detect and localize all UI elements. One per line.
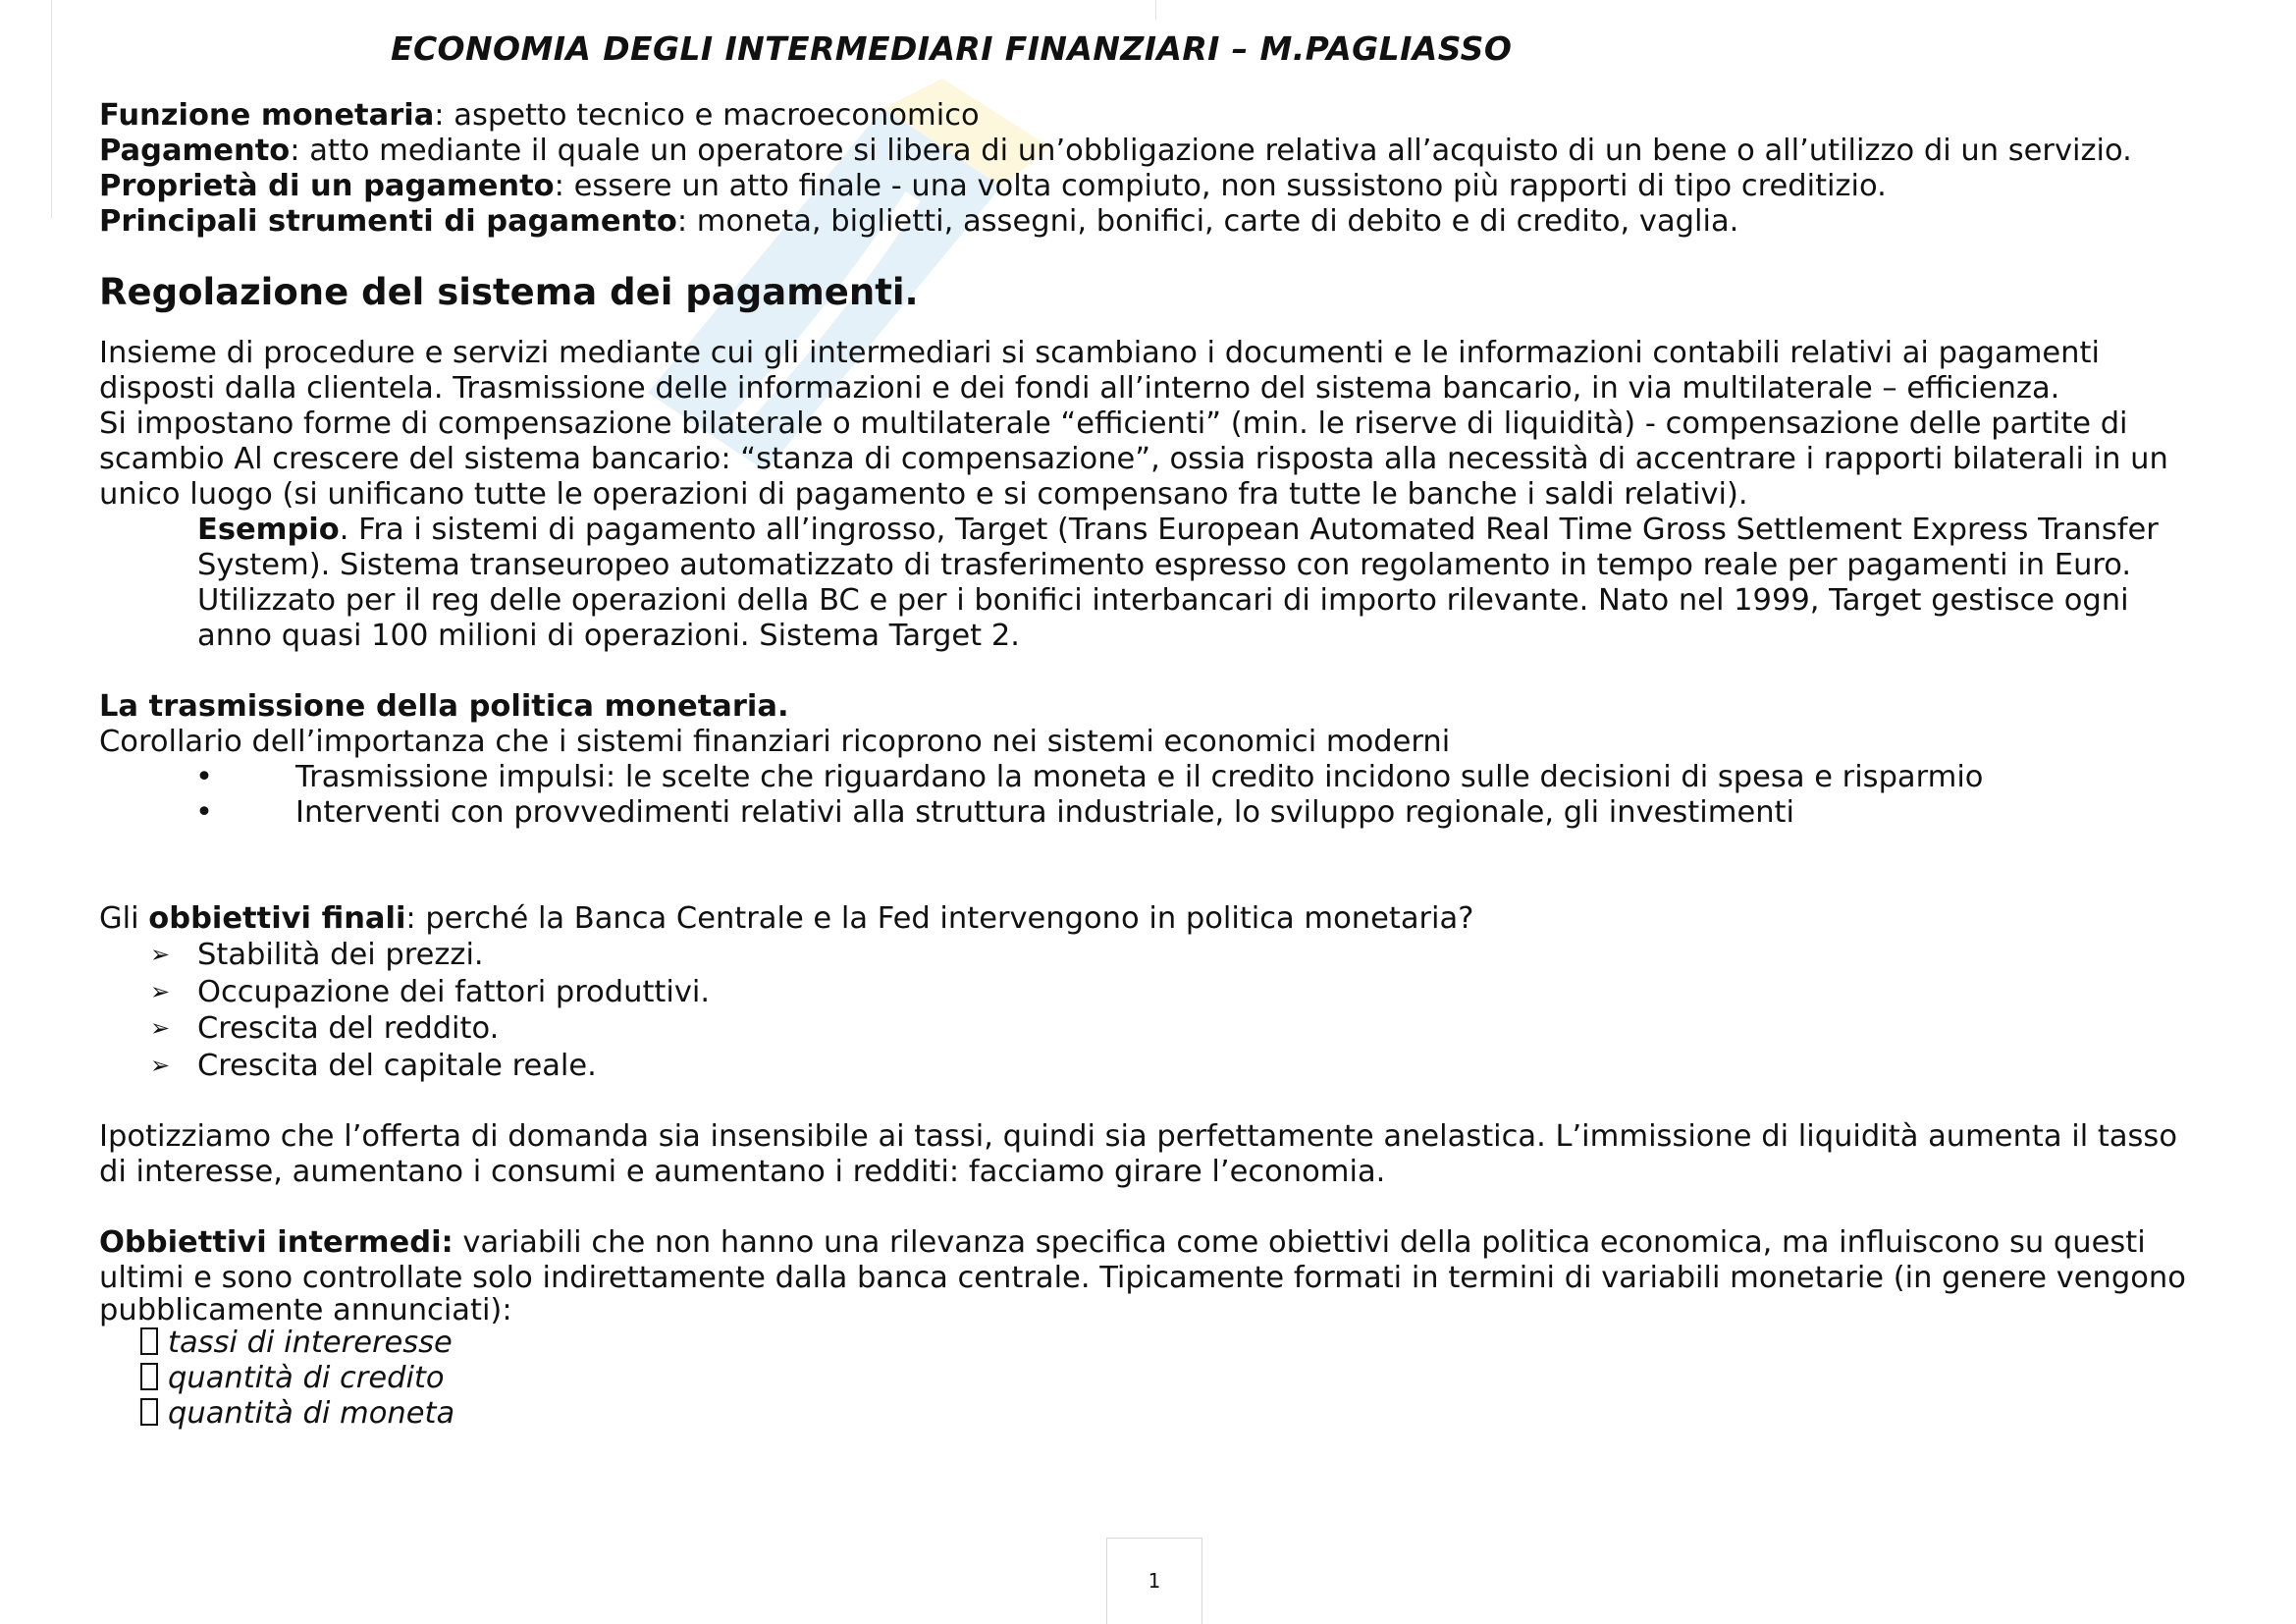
definition-line (99, 134, 2210, 169)
bold-term: Obbiettivi intermedi: (99, 1225, 454, 1260)
definition-text: : essere un atto finale - una volta compiuto, non sussistono più rapporti di tipo creditizio. (554, 169, 1887, 203)
example-line: System). Sistema transeuropeo automatizzato di trasferimento espresso con regolamento in tempo reale per pagamenti in Euro. (197, 548, 2132, 582)
definition-term: Funzione monetaria (99, 98, 435, 133)
arrow-bullet-icon: ➢ (150, 1051, 171, 1079)
paragraph-line: Corollario dell’importanza che i sistemi finanziari ricoprono nei sistemi economici moderni (99, 725, 1451, 759)
paragraph-line: Si impostano forme di compensazione bilaterale o multilaterale “efficienti” (min. le riserve di liquidità) - compensazione delle partite di (99, 406, 2128, 441)
paragraph-line: unico luogo (si unificano tutte le operazioni di pagamento e si compensano fra tutte le banche i saldi relativi). (99, 477, 1748, 512)
definition-line (99, 98, 2210, 134)
example-line: anno quasi 100 milioni di operazioni. Sistema Target 2. (197, 619, 1020, 653)
definition-text: : atto mediante il quale un operatore si libera di un’obbligazione relativa all’acquisto di un bene o all’utilizzo di un servizio. (290, 134, 2132, 168)
definition-line (99, 169, 2210, 204)
section-heading-text: La trasmissione della politica monetaria. (99, 689, 789, 724)
list-item (99, 974, 2210, 1011)
example-line: Utilizzato per il reg delle operazioni della BC e per i bonifici interbancari di importo rilevante. Nato nel 1999, Target gestisce ogni (197, 583, 2129, 618)
paragraph-line: Insieme di procedure e servizi mediante cui gli intermediari si scambiano i documenti e le informazioni contabili relativi ai pagamenti (99, 336, 2100, 370)
definition-term: Pagamento (99, 134, 291, 168)
list-item-text: quantità di credito (168, 1361, 445, 1395)
list-item-text: Crescita del capitale reale. (197, 1048, 597, 1083)
example-label: Esempio (197, 513, 340, 547)
arrow-bullet-icon: ➢ (150, 941, 171, 968)
page-number: 1 (1106, 1538, 1202, 1624)
list-item-text: Stabilità dei prezzi. (197, 938, 484, 972)
bullet-icon: • (195, 760, 213, 794)
crop-mark (51, 0, 52, 218)
list-item (99, 1048, 2210, 1085)
list-item-text: Trasmissione impulsi: le scelte che riguardano la moneta e il credito incidono sulle decisioni di spesa e risparmio (295, 760, 1984, 794)
crop-mark (1155, 0, 1156, 20)
section-heading (99, 689, 2210, 725)
text-span: : perché la Banca Centrale e la Fed intervengono in politica monetaria? (405, 901, 1474, 936)
bold-term: obbiettivi finali (148, 901, 406, 936)
paragraph-line: ultimi e sono controllate solo indirettamente dalla banca centrale. Tipicamente formati in termini di variabili monetarie (in genere vengono (99, 1261, 2186, 1295)
paragraph-line: pubblicamente annunciati): (99, 1293, 512, 1327)
list-item (99, 937, 2210, 974)
list-item-text: tassi di intereresse (168, 1326, 453, 1360)
list-item-text: Occupazione dei fattori produttivi. (197, 974, 711, 1009)
paragraph-line: scambio Al crescere del sistema bancario: “stanza di compensazione”, ossia risposta alla necessità di accentrare i rapporti bilaterali in un (99, 442, 2168, 476)
list-item (99, 1326, 2210, 1361)
bullet-icon: • (195, 795, 213, 830)
list-item (99, 1361, 2210, 1396)
definition-term: Proprietà di un pagamento (99, 169, 555, 203)
list-item (99, 1396, 2210, 1432)
document-body (99, 29, 2210, 1432)
example-line (99, 513, 2210, 548)
definition-term: Principali strumenti di pagamento (99, 204, 677, 239)
box-bullet-icon (99, 1326, 168, 1361)
list-item-text: quantità di moneta (168, 1396, 455, 1431)
paragraph-line (99, 1225, 2210, 1261)
list-item (99, 760, 2210, 795)
example-text: . Fra i sistemi di pagamento all’ingrosso, Target (Trans European Automated Real Time Gross Settlement Express Transfer (339, 513, 2159, 547)
list-item-text: Interventi con provvedimenti relativi alla struttura industriale, lo sviluppo regionale, gli investimenti (295, 795, 1794, 830)
definition-text: : moneta, biglietti, assegni, bonifici, carte di debito e di credito, vaglia. (676, 204, 1739, 239)
definition-line (99, 204, 2210, 240)
section-heading: Regolazione del sistema dei pagamenti. (99, 271, 919, 313)
definition-text: : aspetto tecnico e macroeconomico (434, 98, 980, 133)
box-bullet-icon (99, 1361, 168, 1396)
text-span: variabili che non hanno una rilevanza specifica come obiettivi della politica economica, ma influiscono su questi (453, 1225, 2146, 1260)
paragraph-line: disposti dalla clientela. Trasmissione delle informazioni e dei fondi all’interno del sistema bancario, in via multilaterale – efficienza. (99, 371, 2060, 406)
list-item-text: Crescita del reddito. (197, 1011, 500, 1046)
page-title: ECONOMIA DEGLI INTERMEDIARI FINANZIARI – M.PAGLIASSO (391, 29, 1513, 68)
arrow-bullet-icon: ➢ (150, 977, 171, 1005)
text-span: Gli (99, 901, 149, 936)
arrow-bullet-icon: ➢ (150, 1014, 171, 1042)
paragraph-line: Ipotizziamo che l’offerta di domanda sia insensibile ai tassi, quindi sia perfettamente anelastica. L’immissione di liquidità aumenta il tasso (99, 1119, 2177, 1154)
list-item (99, 1010, 2210, 1048)
list-item (99, 795, 2210, 831)
paragraph-line (99, 901, 2210, 937)
box-bullet-icon (99, 1396, 168, 1432)
paragraph-line: di interesse, aumentano i consumi e aumentano i redditi: facciamo girare l’economia. (99, 1155, 1386, 1189)
